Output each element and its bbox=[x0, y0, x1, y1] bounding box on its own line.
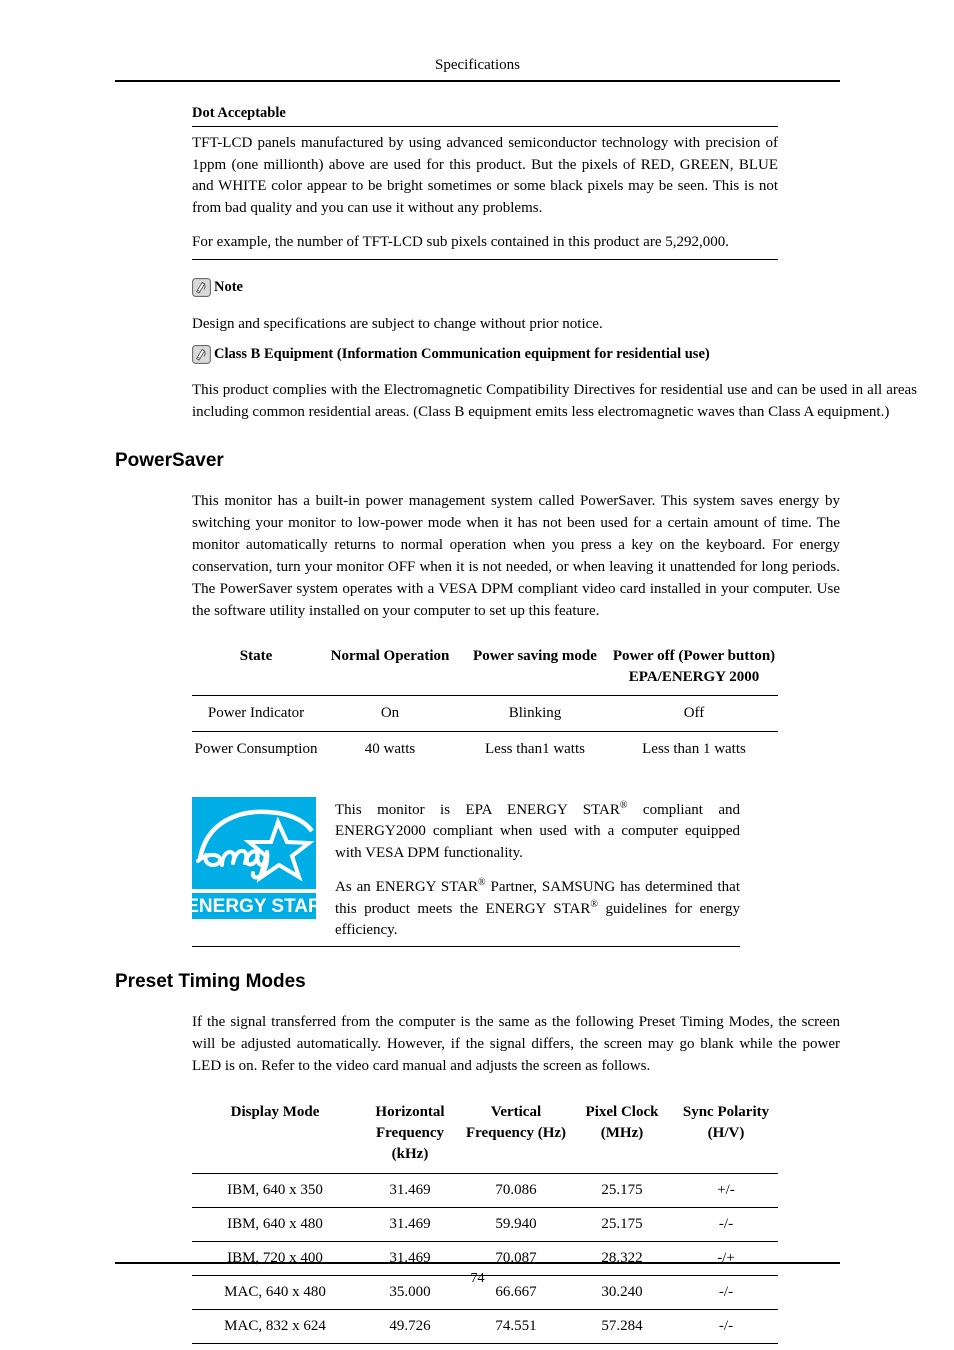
cell-hfreq: 31.469 bbox=[389, 1181, 431, 1198]
table-header-row bbox=[192, 1096, 778, 1174]
energy-star-block bbox=[192, 797, 740, 947]
dot-acceptable-title: Dot Acceptable bbox=[192, 105, 286, 121]
note-heading bbox=[192, 278, 778, 297]
cell-state: Power Consumption bbox=[194, 740, 318, 757]
header-title: Specifications bbox=[435, 57, 520, 73]
cell-vfreq: 70.086 bbox=[495, 1181, 537, 1198]
cell-vfreq: 59.940 bbox=[495, 1215, 537, 1232]
col-header-horizontal-frequency: Horizontal Frequency (kHz) bbox=[375, 1103, 445, 1162]
page-content bbox=[115, 104, 917, 1344]
energy-star-paragraph-2 bbox=[335, 877, 740, 942]
cell-sync-polarity: +/- bbox=[717, 1181, 735, 1198]
cell-display-mode: IBM, 640 x 480 bbox=[227, 1215, 323, 1232]
cell-vfreq: 74.551 bbox=[495, 1317, 537, 1334]
cell-pixel-clock: 25.175 bbox=[601, 1215, 643, 1232]
estar-p2a: As an ENERGY STAR bbox=[335, 879, 478, 895]
estar-p2b: Partner, SAMSUNG has determined that this product meets the ENERGY STAR bbox=[335, 879, 740, 917]
cell-sync-polarity: -/- bbox=[718, 1283, 734, 1300]
cell-state: Power Indicator bbox=[207, 704, 305, 721]
preset-timing-section bbox=[115, 947, 840, 1077]
preset-timing-intro: If the signal transferred from the computer is the same as the following Preset Timing Modes, the screen will be adjusted automatically. However, if the signal differs, the screen may go blank while the power LED is on. Refer to the video card manual and adjusts the screen as follows. bbox=[192, 1013, 840, 1074]
powersaver-intro: This monitor has a built-in power management system called PowerSaver. This system saves energy by switching your monitor to low-power mode when it has not been used for a certain amount of time. The monitor automatically returns to normal operation when you press a key on the keyboard. For energy conservation, turn your monitor OFF when it is not needed, or when leaving it unattended for long periods. The PowerSaver system operates with a VESA DPM compliant video card installed in your computer. Use the software utility installed on your computer to set up this feature. bbox=[192, 492, 840, 619]
cell-vfreq: 66.667 bbox=[495, 1283, 537, 1300]
cell-pixel-clock: 57.284 bbox=[601, 1317, 643, 1334]
energy-star-text bbox=[335, 797, 740, 942]
cell-display-mode: MAC, 832 x 624 bbox=[224, 1317, 326, 1334]
cell-off: Less than 1 watts bbox=[642, 740, 746, 757]
dot-acceptable-paragraph-1: TFT-LCD panels manufactured by using advanced semiconductor technology with precision of 1ppm (one millionth) above are used for this product. But the pixels of RED, GREEN, BLUE and WHITE color appear to be bright sometimes or some black pixels may be seen. This is not from bad quality and you can use it without any problems. bbox=[192, 135, 778, 216]
registered-mark: ® bbox=[478, 877, 486, 888]
cell-sync-polarity: -/+ bbox=[717, 1249, 735, 1266]
table-row bbox=[192, 1173, 778, 1207]
note-pen-icon bbox=[192, 278, 211, 297]
cell-pixel-clock: 30.240 bbox=[601, 1283, 643, 1300]
registered-mark: ® bbox=[619, 799, 628, 811]
col-header-vertical-frequency: Vertical Frequency (Hz) bbox=[465, 1103, 567, 1141]
col-header-state: State bbox=[239, 647, 273, 664]
cell-hfreq: 35.000 bbox=[389, 1283, 431, 1300]
class-b-block bbox=[192, 335, 917, 423]
table-bottom-rule-row bbox=[192, 1343, 778, 1344]
energy-star-paragraph-1 bbox=[335, 800, 740, 865]
cell-pixel-clock: 25.175 bbox=[601, 1181, 643, 1198]
table-row bbox=[192, 1207, 778, 1241]
cell-pixel-clock: 28.322 bbox=[601, 1249, 643, 1266]
table-row bbox=[192, 1309, 778, 1343]
cell-sync-polarity: -/- bbox=[718, 1215, 734, 1232]
estar-p1a: This monitor is EPA ENERGY STAR bbox=[335, 801, 620, 818]
dot-acceptable-paragraph-2: For example, the number of TFT-LCD sub pixels contained in this product are 5,292,000. bbox=[192, 234, 729, 250]
cell-saving: Less than1 watts bbox=[485, 740, 585, 757]
col-header-sync-polarity: Sync Polarity (H/V) bbox=[682, 1103, 770, 1141]
estar-p2c: guidelines for energy efficiency. bbox=[335, 900, 741, 938]
page-header bbox=[115, 55, 840, 82]
note-label: Note bbox=[214, 278, 243, 295]
cell-display-mode: IBM, 720 x 400 bbox=[227, 1249, 323, 1266]
cell-vfreq: 70.087 bbox=[495, 1249, 537, 1266]
col-header-normal-operation: Normal Operation bbox=[330, 647, 450, 664]
table-header-row bbox=[192, 641, 778, 696]
class-b-text: This product complies with the Electromagnetic Compatibility Directives for residential use and can be used in all areas including common residential areas. (Class B equipment emits less electromagnetic waves than Class A equipment.) bbox=[192, 381, 917, 420]
dot-acceptable-block bbox=[192, 104, 778, 260]
cell-display-mode: MAC, 640 x 480 bbox=[224, 1283, 326, 1300]
powersaver-section bbox=[115, 423, 840, 622]
energy-star-bar-text: ENERGY STAR bbox=[192, 895, 316, 917]
cell-saving: Blinking bbox=[508, 704, 562, 721]
col-header-pixel-clock: Pixel Clock (MHz) bbox=[585, 1103, 659, 1141]
energy-star-logo bbox=[192, 797, 316, 924]
powersaver-table bbox=[192, 641, 778, 767]
preset-timing-heading: Preset Timing Modes bbox=[115, 970, 306, 992]
table-row bbox=[192, 695, 778, 731]
note-text: Design and specifications are subject to change without prior notice. bbox=[192, 315, 603, 332]
table-bottom-rule bbox=[192, 1343, 778, 1344]
cell-hfreq: 31.469 bbox=[389, 1249, 431, 1266]
col-header-power-saving-mode: Power saving mode bbox=[473, 647, 597, 664]
cell-sync-polarity: -/- bbox=[718, 1317, 734, 1334]
class-b-label: Class B Equipment (Information Communication equipment for residential use) bbox=[214, 345, 710, 362]
cell-normal: 40 watts bbox=[364, 740, 416, 757]
col-header-display-mode: Display Mode bbox=[230, 1103, 320, 1120]
header-rule bbox=[115, 80, 840, 82]
page-footer bbox=[115, 1262, 840, 1288]
cell-hfreq: 31.469 bbox=[389, 1215, 431, 1232]
footer-page-number: 74 bbox=[470, 1271, 485, 1286]
class-b-heading bbox=[192, 345, 817, 364]
powersaver-heading: PowerSaver bbox=[115, 449, 224, 471]
cell-hfreq: 49.726 bbox=[389, 1317, 431, 1334]
col-header-power-off: Power off (Power button) EPA/ENERGY 2000 bbox=[612, 647, 776, 685]
preset-timing-table bbox=[192, 1096, 778, 1344]
cell-normal: On bbox=[380, 704, 400, 721]
cell-display-mode: IBM, 640 x 350 bbox=[227, 1181, 323, 1198]
table-row bbox=[192, 731, 778, 767]
registered-mark: ® bbox=[590, 898, 599, 910]
note-block bbox=[192, 260, 778, 335]
estar-p1b: compliant and ENERGY2000 compliant when used with a computer equipped with VESA DPM functionality. bbox=[335, 801, 740, 861]
note-pen-icon bbox=[192, 345, 211, 364]
cell-off: Off bbox=[683, 704, 705, 721]
